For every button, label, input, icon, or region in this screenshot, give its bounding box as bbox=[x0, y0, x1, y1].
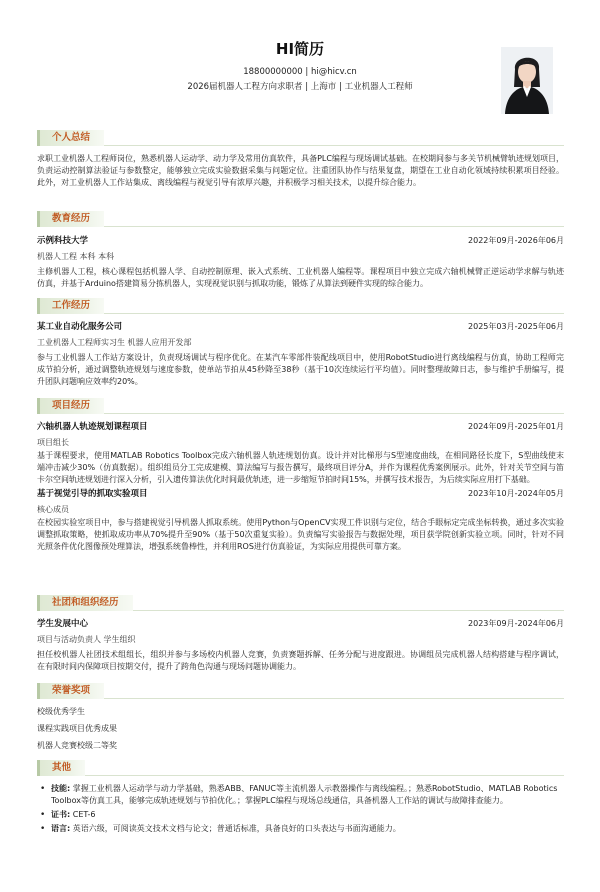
section-title: 项目经历 bbox=[37, 398, 104, 414]
project-role: 核心成员 bbox=[37, 504, 69, 514]
section-projects bbox=[37, 398, 564, 553]
section-summary bbox=[37, 130, 564, 190]
profile-photo-image bbox=[501, 47, 553, 114]
section-divider bbox=[37, 698, 564, 699]
section-divider bbox=[37, 313, 564, 314]
others-item-label: 技能: bbox=[51, 784, 71, 793]
section-divider bbox=[37, 413, 564, 414]
project-description: 基于课程要求，使用MATLAB Robotics Toolbox完成六轴机器人轨迹规划仿真。设计并对比梯形与S型速度曲线，在相同路径长度下，S型曲线使末端冲击减少30%（仿真数据）。组织组员分工完成建模、算法编写与报告撰写，最终项目评分A，并作为课程优秀案例展示。此外，针对关节空间与笛卡尔空间轨迹规划进行深入分析，引入遗传算法优化时间最优轨迹，进一步缩短节拍时间15%，并撰写技术报告，为后续实际应用打下基础。 bbox=[37, 451, 564, 485]
section-title: 社团和组织经历 bbox=[37, 595, 133, 611]
section-honors bbox=[37, 683, 564, 753]
others-item-label: 语言: bbox=[51, 823, 71, 833]
project-name: 六轴机器人轨迹规划课程项目 bbox=[37, 422, 148, 432]
section-header bbox=[37, 211, 564, 227]
project-entry bbox=[37, 487, 564, 554]
club-entry-header bbox=[37, 617, 564, 631]
project-entry bbox=[37, 420, 564, 487]
work-role: 工业机器人工程师实习生 机器人应用开发部 bbox=[37, 338, 192, 347]
project-date: 2024年09月-2025年01月 bbox=[468, 422, 564, 431]
others-item-text: 英语六级，可阅读英文技术文档与论文；普通话标准，具备良好的口头表达与书面沟通能力。 bbox=[70, 823, 401, 833]
project-description: 在校园实验室项目中，参与搭建视觉引导机器人抓取系统。使用Python与OpenCV实现工件识别与定位，结合手眼标定完成坐标转换，通过多次实验调整抓取策略，使抓取成功率从70%提升至90%（基于50次重复实验）。负责编写实验报告与数据处理，项目获学院创新实验立项。同时，针对不同光照条件优化图像预处理算法，增强系统鲁棒性，并利用ROS进行仿真验证，为实际应用提供可靠方案。 bbox=[37, 517, 564, 552]
profile-photo bbox=[501, 47, 553, 114]
company-name: 某工业自动化服务公司 bbox=[37, 322, 123, 332]
honor-item: 机器人竞赛校级二等奖 bbox=[37, 741, 117, 750]
others-item-language bbox=[37, 823, 564, 835]
education-major: 机器人工程 本科 本科 bbox=[37, 252, 115, 261]
section-divider bbox=[37, 775, 564, 776]
section-header bbox=[37, 760, 564, 776]
club-description: 担任校机器人社团技术组组长，组织并参与多场校内机器人竞赛，负责赛题拆解、任务分配与进度跟进。协调组员完成机器人结构搭建与程序调试，在有限时间内保障项目按期交付，提升了跨角色沟通与现场问题协调能力。 bbox=[37, 650, 564, 672]
section-education bbox=[37, 211, 564, 290]
section-title: 荣誉奖项 bbox=[37, 683, 104, 699]
section-title: 工作经历 bbox=[37, 298, 104, 314]
section-header bbox=[37, 683, 564, 699]
project-entry-header bbox=[37, 487, 564, 501]
others-item-text: 掌握工业机器人运动学与动力学基础，熟悉ABB、FANUC等主流机器人示教器操作与离线编程。；熟悉RobotStudio、MATLAB Robotics Toolbox等仿真工具，能够完成轨迹规划与节拍优化。；掌握PLC编程与现场总线通信，具备机器人工作站的调试与故障排查能力。 bbox=[51, 784, 558, 806]
section-header bbox=[37, 595, 564, 611]
others-list bbox=[37, 783, 564, 835]
project-entry-header bbox=[37, 420, 564, 434]
club-org-name: 学生发展中心 bbox=[37, 619, 89, 629]
section-others bbox=[37, 760, 564, 837]
section-work bbox=[37, 298, 564, 389]
summary-text: 求职工业机器人工程师岗位，熟悉机器人运动学、动力学及常用仿真软件，具备PLC编程与现场调试基础。在校期间参与多关节机械臂轨迹规划项目，负责运动控制算法验证与参数整定，能够独立完成实验数据采集与问题定位。注重团队协作与结果复盘，期望在工业自动化领域持续积累项目经验。此外，对工业机器人工作站集成、离线编程与视觉引导有浓厚兴趣，并积极学习相关技术，以提升综合能力。 bbox=[37, 154, 564, 188]
contact-info: 18800000000 | hi@hicv.cn bbox=[243, 67, 357, 77]
others-item-label: 证书: bbox=[51, 810, 71, 820]
others-item-skills bbox=[37, 783, 564, 808]
section-divider bbox=[37, 226, 564, 227]
honor-item: 课程实践项目优秀成果 bbox=[37, 724, 117, 733]
project-role: 项目组长 bbox=[37, 438, 69, 447]
work-entry-header bbox=[37, 320, 564, 334]
project-name: 基于视觉引导的抓取实验项目 bbox=[37, 488, 148, 499]
work-description: 参与工业机器人工作站方案设计，负责现场调试与程序优化。在某汽车零部件装配线项目中，使用RobotStudio进行离线编程与仿真，协助工程师完成节拍分析，通过调整轨迹规划与速度参数，使单站节拍从45秒降至38秒（基于10次连续运行平均值）。同时整理故障日志，参与维护手册编写，提升团队问题响应效率约20%。 bbox=[37, 353, 564, 387]
job-intent: 2026届机器人工程方向求职者 | 上海市 | 工业机器人工程师 bbox=[187, 82, 413, 92]
section-title: 个人总结 bbox=[37, 130, 104, 146]
others-item-text: CET-6 bbox=[70, 810, 96, 820]
section-header bbox=[37, 398, 564, 414]
school-name: 示例科技大学 bbox=[37, 236, 89, 246]
section-club bbox=[37, 595, 564, 673]
others-item-certificate bbox=[37, 809, 564, 821]
section-title: 其他 bbox=[37, 760, 85, 776]
honor-item: 校级优秀学生 bbox=[37, 707, 85, 716]
resume-title: HI简历 bbox=[275, 40, 325, 58]
project-date: 2023年10月-2024年05月 bbox=[468, 488, 564, 498]
club-date: 2023年09月-2024年06月 bbox=[468, 619, 564, 628]
section-header bbox=[37, 130, 564, 146]
section-header bbox=[37, 298, 564, 314]
club-role: 项目与活动负责人 学生组织 bbox=[37, 635, 136, 644]
work-date: 2025年03月-2025年06月 bbox=[468, 322, 564, 331]
section-divider bbox=[37, 145, 564, 146]
honors-list bbox=[37, 705, 564, 753]
section-title: 教育经历 bbox=[37, 211, 104, 227]
education-description: 主修机器人工程，核心课程包括机器人学、自动控制原理、嵌入式系统、工业机器人编程等。课程项目中独立完成六轴机械臂正逆运动学求解与轨迹仿真，并基于Arduino搭建简易分拣机器人，实现视觉识别与抓取功能，锻炼了从算法到硬件实现的综合能力。 bbox=[37, 267, 564, 289]
education-date: 2022年09月-2026年06月 bbox=[468, 236, 564, 245]
education-entry-header bbox=[37, 234, 564, 248]
